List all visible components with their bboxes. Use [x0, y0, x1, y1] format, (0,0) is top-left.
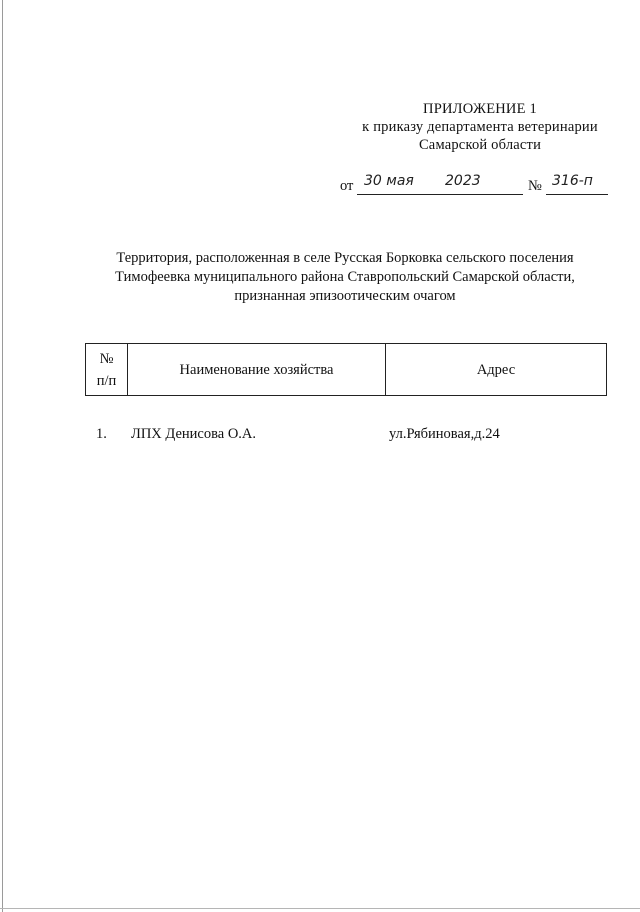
appendix-block — [330, 100, 630, 154]
column-header-name: Наименование хозяйства — [128, 344, 386, 395]
table-header — [85, 343, 607, 396]
row-name: ЛПХ Денисова О.А. — [131, 426, 257, 442]
number-underline — [546, 194, 608, 195]
appendix-subtitle-line1: к приказу департамента ветеринарии — [362, 119, 598, 135]
document-heading — [80, 249, 610, 306]
column-number-abbrev: п/п — [96, 372, 117, 389]
scan-edge-left — [2, 0, 3, 912]
scan-edge-bottom — [0, 908, 640, 909]
heading-line1: Территория, расположенная в селе Русская Борковка сельского поселения — [116, 250, 574, 266]
order-reference-line — [340, 173, 630, 198]
date-label: от — [340, 178, 354, 194]
appendix-subtitle-line2: Самарской области — [418, 137, 542, 153]
handwritten-number: 316-п — [552, 173, 593, 189]
number-label: № — [528, 178, 542, 194]
appendix-title: ПРИЛОЖЕНИЕ 1 — [423, 101, 537, 117]
row-address: ул.Рябиновая,д.24 — [389, 426, 500, 442]
heading-line2: Тимофеевка муниципального района Ставропольский Самарской области, — [115, 269, 575, 285]
heading-line3: признанная эпизоотическим очагом — [234, 288, 456, 304]
table-row — [0, 426, 640, 446]
column-header-number — [86, 344, 128, 395]
handwritten-year: 2023 — [445, 173, 481, 189]
date-underline-2 — [441, 194, 523, 195]
column-number-symbol: № — [99, 350, 114, 367]
column-header-address: Адрес — [476, 361, 516, 378]
row-number: 1. — [96, 426, 107, 442]
date-underline-1 — [357, 194, 441, 195]
handwritten-date: 30 мая — [364, 173, 414, 189]
